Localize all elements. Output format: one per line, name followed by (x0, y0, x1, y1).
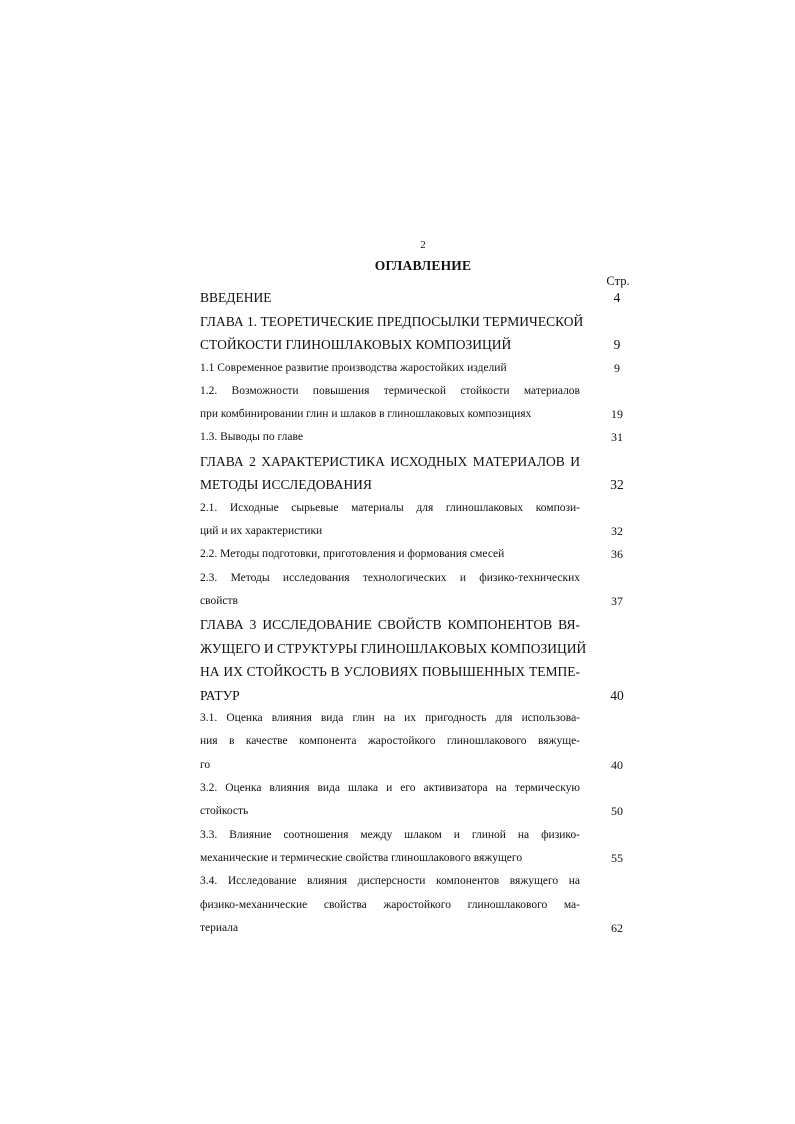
toc-entry-page: 31 (611, 430, 623, 445)
toc-entry (200, 310, 632, 357)
toc-entry-line: ГЛАВА 2 ХАРАКТЕРИСТИКА ИСХОДНЫХ МАТЕРИАЛОВ И (200, 453, 580, 469)
toc-entry-line: териала (200, 921, 239, 934)
toc-entry-page: 36 (611, 547, 623, 562)
toc-entry (200, 613, 632, 707)
toc-entry-line: стойкость (200, 805, 249, 818)
toc-entry (200, 357, 632, 380)
toc-entry-line: 3.1. Оценка влияния вида глин на их пригодность для использова- (200, 712, 580, 725)
toc-entry (200, 567, 632, 614)
toc-entry-page: 40 (611, 757, 623, 772)
toc-entry (200, 870, 632, 940)
toc-entry-line: НА ИХ СТОЙКОСТЬ В УСЛОВИЯХ ПОВЫШЕННЫХ ТЕМПЕ- (200, 664, 580, 680)
toc-entry-line: 2.3. Методы исследования технологических и физико-технических (200, 571, 580, 584)
toc-entry-line: 2.2. Методы подготовки, приготовления и формования смесей (200, 548, 505, 561)
toc-entry-line: РАТУР (200, 687, 240, 703)
toc-entry-page: 40 (610, 687, 624, 703)
page-column-label: Стр. (606, 274, 630, 288)
toc-entry-line: физико-механические свойства жаростойкого глиношлакового ма- (200, 898, 580, 911)
toc-entry (200, 824, 632, 871)
toc-entry-line: механические и термические свойства глиношлакового вяжущего (200, 851, 523, 864)
toc-entry-line: 1.1 Современное развитие производства жаростойких изделий (200, 361, 507, 374)
toc-entry-page: 32 (611, 523, 623, 538)
toc-entry-line: ГЛАВА 3 ИССЛЕДОВАНИЕ СВОЙСТВ КОМПОНЕНТОВ ВЯ- (200, 617, 580, 633)
toc-entry-line: при комбинировании глин и шлаков в глиношлаковых композициях (200, 408, 532, 421)
table-of-contents (200, 286, 632, 940)
toc-entry (200, 286, 632, 310)
toc-entry-page: 37 (611, 593, 623, 608)
toc-entry-line: ций и их характеристики (200, 524, 323, 537)
toc-entry-page: 32 (610, 477, 624, 493)
toc-entry-line: ния в качестве компонента жаростойкого глиношлакового вяжуще- (200, 735, 580, 748)
toc-entry (200, 450, 632, 497)
toc-entry-page: 50 (611, 804, 623, 819)
toc-entry-line: свойств (200, 594, 238, 607)
toc-entry-line: 3.3. Влияние соотношения между шлаком и глиной на физико- (200, 828, 580, 841)
toc-entry-line: ГЛАВА 1. ТЕОРЕТИЧЕСКИЕ ПРЕДПОСЫЛКИ ТЕРМИЧЕСКОЙ (200, 313, 584, 329)
toc-entry-line: 3.4. Исследование влияния дисперсности компонентов вяжущего на (200, 875, 580, 888)
toc-entry-line: ВВЕДЕНИЕ (200, 290, 272, 305)
toc-entry-line: 2.1. Исходные сырьевые материалы для глиношлаковых компози- (200, 501, 580, 514)
toc-entry (200, 380, 632, 427)
page-number: 2 (420, 239, 426, 251)
toc-entry-line: 1.3. Выводы по главе (200, 431, 303, 444)
toc-entry-line: 3.2. Оценка влияния вида шлака и его активизатора на термическую (200, 782, 580, 795)
toc-entry-line: го (200, 758, 211, 771)
toc-entry-page: 4 (613, 290, 621, 305)
toc-entry-page: 9 (613, 337, 621, 352)
toc-entry-line: СТОЙКОСТИ ГЛИНОШЛАКОВЫХ КОМПОЗИЦИЙ (200, 337, 512, 352)
toc-entry-line: ЖУЩЕГО И СТРУКТУРЫ ГЛИНОШЛАКОВЫХ КОМПОЗИЦИЙ (200, 640, 587, 656)
toc-entry (200, 777, 632, 824)
toc-entry-line: МЕТОДЫ ИССЛЕДОВАНИЯ (200, 477, 372, 493)
toc-entry-page: 55 (611, 850, 623, 865)
page-title: ОГЛАВЛЕНИЕ (374, 258, 472, 273)
toc-entry (200, 497, 632, 544)
toc-entry-page: 19 (611, 407, 623, 422)
toc-entry (200, 707, 632, 777)
toc-entry (200, 426, 632, 449)
toc-entry-page: 62 (611, 920, 623, 935)
toc-entry-line: 1.2. Возможности повышения термической стойкости материалов (200, 384, 580, 397)
toc-entry (200, 543, 632, 566)
toc-entry-page: 9 (614, 360, 620, 375)
